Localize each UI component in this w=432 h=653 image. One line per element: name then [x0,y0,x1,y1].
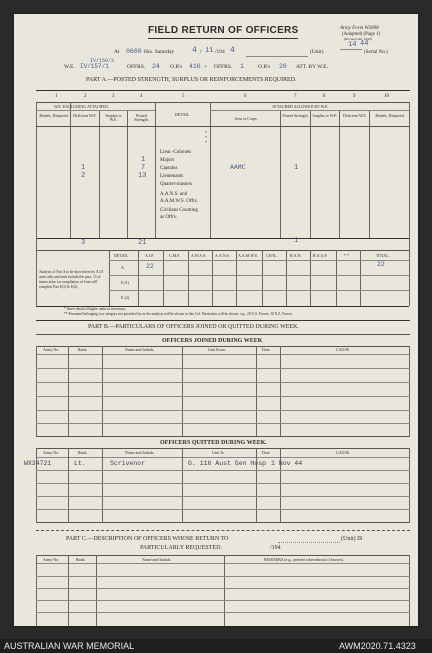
time-value: 0600 [126,48,142,55]
an-v4 [188,250,189,306]
j-r4 [36,410,410,411]
j-col-cause: CAUSE. [336,347,351,352]
an-h-ran: R.A.N. [290,253,302,258]
an-v5 [212,250,213,306]
hdr-surplus-att: Surplus to W.E. [312,113,338,118]
rank-lt-col: Lieut.-Colonels [160,150,192,155]
an-row-a: A. [121,265,125,270]
part-b-heading: PART B.—PARTICULARS OF OFFICERS JOINED OR QUITTED DURING WEEK. [88,324,299,330]
a-h-head [36,126,409,127]
c-r1 [36,576,410,577]
serial-label: (Serial No.) [364,50,388,55]
archive-footer [0,639,432,653]
q-col-unit: Unit To. [212,450,226,455]
c4-val-2: 7 [141,164,146,172]
an-h-detail: DETAIL. [114,253,130,258]
a-v4 [155,102,156,238]
j-r3 [36,396,410,397]
c-v3 [224,555,225,626]
c4-val-1: 1 [141,156,146,164]
aif-value: 22 [146,263,154,270]
q-col-armyno: Army No. [43,450,60,455]
offrs-value: 24 [152,63,160,70]
total-c2: 3 [81,239,86,247]
form-number-3: (Revised Jan. 1943) [344,37,372,41]
hdr-reinf-att: Reinfts. Required. [375,113,405,118]
quitted-date: 1 Nov 44 [271,460,303,467]
ors-label: O.R's [170,64,183,70]
an-h-aif: A.I.F. [145,253,155,258]
form-title: FIELD RETURN OF OFFICERS [148,25,299,36]
total-value: 22 [377,261,385,268]
q-v6 [409,448,410,522]
unit-line [246,56,308,57]
a-v1 [70,102,71,238]
offrs-label: OFFRS. [127,64,146,70]
rank-aans: A.A.N.S. and [160,192,188,197]
ors-value: 416 [189,63,201,70]
c-r2 [36,588,410,589]
serial-hand-1: 14 [348,41,357,49]
we-value: IV/157/1 [80,63,109,70]
q-r1 [36,470,410,471]
j-col-rank: Rank. [78,347,88,352]
title-underline [148,38,298,39]
quitted-name: Scrivenor [110,460,146,467]
q-v1 [68,448,69,522]
c-col-armyno: Army No. [43,557,60,562]
c4-val-3: 13 [138,172,147,180]
att-label: ATT. BY W.E. [296,64,328,70]
c-top [36,555,410,556]
q-r4 [36,509,410,510]
hdr-surplus: Surplus to W.E. [105,113,122,122]
c-col-name: Name and Initials. [142,557,172,562]
j-r1 [36,368,410,369]
an-h1 [109,260,409,261]
an-h-civil: CIVIL. [266,253,278,258]
quitted-heading: OFFICERS QUITTED DURING WEEK. [160,440,267,446]
footer-left: AUSTRALIAN WAR MEMORIAL [4,641,135,651]
j-r2 [36,382,410,383]
c-r3 [36,600,410,601]
an-v11 [360,250,361,306]
rank-lieutenants: Lieutenants [160,174,184,179]
form-sheet [14,14,418,626]
hdr-arm: Arm or Corps. [234,116,258,121]
c-col-remarks: REMARKS (e.g., present whereabouts if known). [264,557,344,562]
rank-majors: Majors [160,158,175,163]
a-v2 [99,110,100,238]
j-bottom [36,436,410,437]
c2-val-2: 2 [81,172,86,180]
an-h-raaf: R.A.A.F. [313,253,328,258]
an-h-aans: A.A.N.S. [215,253,230,258]
a-v7 [310,110,311,238]
a-h-sub2 [210,110,409,111]
ors2-value: 26 [279,63,287,70]
rank-captains: Captains [160,166,178,171]
c-head [36,563,410,564]
an-v7 [262,250,263,306]
j-col-date: Date. [262,347,271,352]
j-col-armyno: Army No. [43,347,60,352]
hdr-deficient-att: Deficient W.E. [343,113,367,118]
rank-qm: Quarter-masters [160,182,193,187]
part-c-heading-2: PARTICULARLY REQUESTED. [140,545,222,551]
part-a-rule [36,90,410,91]
year-prefix: /194 [215,49,225,55]
rank-civ-2: as Offrs. [160,215,178,220]
note-1: * Insert detail of higher ranks as necessary. [64,307,126,311]
part-c-heading-1: PART C.—DESCRIPTION OF OFFICERS WHOSE RETURN TO [66,536,229,542]
q-head [36,457,410,458]
arm-value: AAMC [230,164,246,171]
an-v8 [286,250,287,306]
q-col-cause: CAUSE. [336,450,351,455]
we-value-top: IV/150/3 [90,58,115,64]
a-v9 [369,110,370,238]
part-a-heading: PART A.—POSTED STRENGTH, SURPLUS OR REINFORCEMENTS REQUIRED. [86,77,297,83]
c-v1 [68,555,69,626]
an-h-other: * * [344,253,349,258]
note-2: ** Personnel belonging to a category not provided for in the analysis will be shown in this Col. Particulars will be shown, e.g., 20 U.S. Forces; 10 N.Z. Forces. [64,312,293,316]
an-v12 [409,238,410,306]
hdr-posted-att: Posted Strength. [282,113,309,118]
a-v5 [210,102,211,238]
q-r2 [36,483,410,484]
j-r5 [36,423,410,424]
c-v4 [409,555,410,626]
hdr-deficient: Deficient W.E. [73,113,97,118]
c2-val-1: 1 [81,164,86,172]
a-v6 [280,110,281,238]
at-label: At [114,49,120,55]
footer-right: AWM2020.71.4323 [339,641,416,651]
q-v3 [182,448,183,522]
part-c-unit-line [278,542,340,543]
col-num-6: 6 [244,94,247,99]
col-num-2: 2 [84,94,87,99]
total-c4: 21 [138,239,147,247]
j-col-unit: Unit From. [208,347,226,352]
hrs-label: Hrs. Saturday [144,49,175,55]
year-value: 4 [230,46,235,55]
quitted-rank: Lt. [74,460,86,467]
q-r3 [36,496,410,497]
hdr-posted: Posted Strength. [134,113,149,122]
an-h-aamws: A.A.M.W.S. [238,253,258,258]
q-bottom [36,522,410,523]
rank-aamws: A.A.M.W.S. Offrs. [160,199,198,204]
a-v0 [36,102,37,238]
part-b-rule-top [36,320,410,321]
an-h-total: TOTAL. [376,253,390,258]
we-excl-heading: W.E. EXCLUDING ATTACHED. [54,104,109,109]
part-c-rule-top [36,530,410,531]
an-h-cmf: C.M.F. [169,253,181,258]
q-top [36,448,410,449]
an-v0 [36,238,37,306]
hdr-reinf: Reinfts. Required. [39,113,69,118]
col-num-3: 3 [112,94,115,99]
an-v3 [163,250,164,306]
col-num-10: 10 [384,94,389,99]
an-v1 [109,250,110,306]
q-col-date: Date. [262,450,271,455]
col-num-1: 1 [55,94,58,99]
col-num-5: 5 [182,94,185,99]
a-v3 [127,110,128,238]
j-head [36,354,410,355]
an-v10 [336,250,337,306]
serial-hand-2: 44 [360,40,369,48]
a-v8 [339,110,340,238]
j-col-name: Name and Initials. [125,347,155,352]
we-label: W.E. [64,64,75,70]
c7-val: 1 [294,164,299,172]
serial-line [340,49,362,50]
analysis-note: Analysis of Part A to be shown here by A.I.F. units only and units included in para. 15 of instructions for compilation of form will complete Part E(1) & E(2). [39,270,104,289]
form-number-2: (Adapted) (Page 1) [342,32,381,37]
attached-heading: ATTACHED ALLOWED BY W.E. [272,104,329,109]
col-num-8: 8 [323,94,326,99]
day-value: 4 [192,46,197,55]
part-c-unit-is: (Unit) IS [341,536,363,542]
col-num-4: 4 [140,94,143,99]
a-h-sub1 [36,110,155,111]
joined-heading: OFFICERS JOINED DURING WEEK [162,338,263,344]
part-b-rule [36,334,410,335]
hdr-detail: DETAIL. [175,112,191,117]
form-number-1: Army Form W3008 [340,26,379,31]
col-num-7: 7 [294,94,297,99]
an-row-e2: E (2) [121,295,130,300]
an-v9 [310,250,311,306]
an-v2 [138,250,139,306]
an-row-e1: E (1) [121,280,130,285]
rank-civ: Civilians Counting [160,208,198,213]
ors2-label: O.R's [258,64,271,70]
c-r4 [36,612,410,613]
q-col-rank: Rank. [78,450,88,455]
unit-label: (Unit) [310,49,324,55]
col-num-9: 9 [353,94,356,99]
quitted-army-no: WX34721 [24,460,52,467]
a-h-total [36,238,409,239]
an-v6 [236,250,237,306]
col-num-rule [36,102,410,103]
a-v10 [409,102,410,238]
an-h2 [109,275,409,276]
c-v0 [36,555,37,626]
total-c7: 1 [294,237,299,245]
an-h3 [109,290,409,291]
c-col-rank: Rank. [76,557,86,562]
month-value: 11 [205,47,214,55]
plus-label: + [204,64,208,70]
an-top [36,250,409,251]
date-slash: / [200,49,202,55]
part-c-date-tpl: /194 [270,545,281,551]
offrs2-label: OFFRS. [214,64,233,70]
an-h-awas: A.W.A.S. [191,253,207,258]
q-col-name: Name and Initials. [125,450,155,455]
q-v2 [102,448,103,522]
offrs2-value: 1 [240,63,244,70]
asterisks: * * * [205,130,207,145]
c-v2 [96,555,97,626]
quitted-unit: G. 116 Aust Gen Hosp [188,460,267,467]
